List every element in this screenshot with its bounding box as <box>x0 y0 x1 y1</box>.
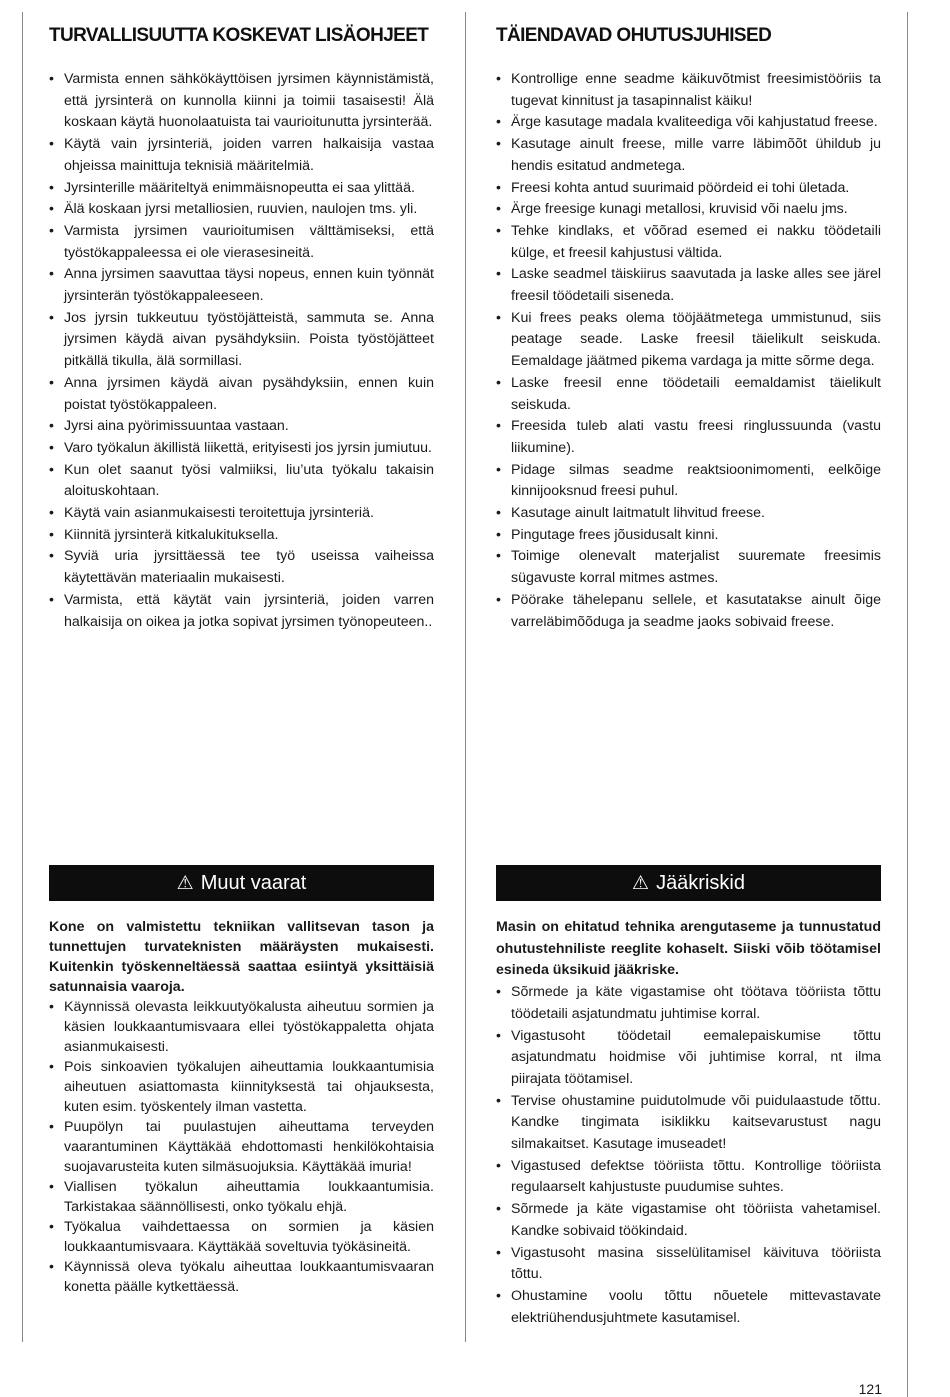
list-item: • Käynnissä olevasta leikkuutyökalusta aiheutuu sormien ja käsien loukkaantumisvaara ellei työstökappaletta ohjata asianmukaisesti. <box>49 997 434 1057</box>
left-risks-list <box>49 997 434 1297</box>
list-item: • Kasutage ainult freese, mille varre läbimõõt ühildub ju hendis esitatud andmetega. <box>496 134 881 177</box>
list-item: • Ärge kasutage madala kvaliteediga või kahjustatud freese. <box>496 112 881 134</box>
warning-triangle-icon: ⚠ <box>632 872 650 894</box>
list-item: • Varmista, että käytät vain jyrsinteriä, joiden varren halkaisija on oikea ja jotka sopivat jyrsimen työnopeuteen.. <box>49 590 434 633</box>
list-item: • Käytä vain jyrsinteriä, joiden varren halkaisija vastaa ohjeissa mainittuja teknisiä määritelmiä. <box>49 134 434 177</box>
list-item: • Työkalua vaihdettaessa on sormien ja käsien loukkaantumisvaara. Käyttäkää soveltuvia työkäsineitä. <box>49 1217 434 1257</box>
list-item: • Anna jyrsimen saavuttaa täysi nopeus, ennen kuin työnnät jyrsinterän työstökappaleeseen. <box>49 264 434 307</box>
list-item: • Varo työkalun äkillistä liikettä, erityisesti jos jyrsin jumiutuu. <box>49 438 434 460</box>
list-item: • Jyrsinterille määriteltyä enimmäisnopeutta ei saa ylittää. <box>49 178 434 200</box>
list-item: • Puupölyn tai puulastujen aiheuttama terveyden vaarantuminen Käyttäkää ehdottomasti henkilökohtaisia suojavarusteita kuten silmäsuojuksia. Käyttäkää imuria! <box>49 1117 434 1177</box>
list-item: • Kiinnitä jyrsinterä kitkalukituksella. <box>49 525 434 547</box>
list-item: • Pois sinkoavien työkalujen aiheuttamia loukkaantumisia aiheutuen asiattomasta kiinnityksestä tai ohjauksesta, kuten esim. työskentely ilman vastetta. <box>49 1057 434 1117</box>
right-heading: TÄIENDAVAD OHUTUSJUHISED <box>496 25 772 46</box>
center-divider-line <box>465 12 466 1342</box>
list-item: • Vigastused defektse tööriista tõttu. Kontrollige tööriista regulaarselt kahjustuste puudumise suhtes. <box>496 1156 881 1199</box>
left-risks-lead: Kone on valmistettu tekniikan vallitsevan tason ja tunnettujen turvateknisten määräysten mukaisesti. Kuitenkin työskenneltäessä saattaa esiintyä yksittäisiä satunnaisia vaaroja. <box>49 919 434 995</box>
list-item: • Vigastusoht töödetail eemalepaiskumise tõttu asjatundmatu hoidmise või juhtimise korral, nt ilma piirajata töötamisel. <box>496 1026 881 1091</box>
list-item: • Laske freesil enne töödetaili eemaldamist täielikult seiskuda. <box>496 373 881 416</box>
list-item: • Freesida tuleb alati vastu freesi ringlussuunda (vastu liikumine). <box>496 416 881 459</box>
banner-title: Jääkriskid <box>656 871 745 894</box>
list-item: • Kun olet saanut työsi valmiiksi, liu’uta työkalu takaisin aloituskohtaan. <box>49 460 434 503</box>
right-residual-risk-banner <box>496 865 881 901</box>
right-instructions-list <box>496 69 881 633</box>
right-risks-section <box>496 917 881 1329</box>
page-number: 121 <box>858 1381 882 1397</box>
list-item: • Syviä uria jyrsittäessä tee työ useissa vaiheissa käytettävän materiaalin mukaisesti. <box>49 546 434 589</box>
warning-triangle-icon: ⚠ <box>176 872 194 894</box>
left-instructions-list <box>49 69 434 633</box>
list-item: • Jyrsi aina pyörimissuuntaa vastaan. <box>49 416 434 438</box>
list-item: • Viallisen työkalun aiheuttamia loukkaantumisia. Tarkistakaa säännöllisesti, onko työkalu ehjä. <box>49 1177 434 1217</box>
list-item: • Pöörake tähelepanu sellele, et kasutatakse ainult õige varreläbimõõduga ja seadme jaoks sobivaid freese. <box>496 590 881 633</box>
left-heading: TURVALLISUUTTA KOSKEVAT LISÄOHJEET <box>49 25 429 46</box>
list-item: • Kasutage ainult laitmatult lihvitud freese. <box>496 503 881 525</box>
list-item: • Ärge freesige kunagi metallosi, kruvisid või naelu jms. <box>496 199 881 221</box>
list-item: • Tervise ohustamine puidutolmude või puidulaastude tõttu. Kandke tingimata isiklikku kaitsevarustust nagu silmakaitset. Kasutage imuseadet! <box>496 1091 881 1156</box>
left-safety-column <box>49 25 434 633</box>
list-item: • Tehke kindlaks, et võõrad esemed ei nakku töödetaili külge, et freesil kahjustusi vältida. <box>496 221 881 264</box>
right-margin-line <box>907 12 908 1397</box>
list-item: • Varmista jyrsimen vaurioitumisen välttämiseksi, että työstökappaleessa ei ole vierasesineitä. <box>49 221 434 264</box>
list-item: • Sõrmede ja käte vigastamise oht töötava tööriista tõttu töödetaili asjatundmatu juhtimise korral. <box>496 982 881 1025</box>
list-item: • Kontrollige enne seadme käikuvõtmist freesimistööriis ta tugevat kinnitust ja tasapinnalist käiku! <box>496 69 881 112</box>
list-item: • Käytä vain asianmukaisesti teroitettuja jyrsinteriä. <box>49 503 434 525</box>
list-item: • Kui frees peaks olema tööjäätmetega ummistunud, siis peatage seade. Laske freesil täielikult seiskuda. Eemaldage jäätmed pikema vardaga ja mitte sõrme dega. <box>496 308 881 373</box>
list-item: • Pidage silmas seadme reaktsioonimomenti, eelkõige kinnijooksnud freesi puhul. <box>496 460 881 503</box>
list-item: • Älä koskaan jyrsi metalliosien, ruuvien, naulojen tms. yli. <box>49 199 434 221</box>
list-item: • Laske seadmel täiskiirus saavutada ja laske alles see järel freesil töödetaili siseneda. <box>496 264 881 307</box>
list-item: • Anna jyrsimen käydä aivan pysähdyksiin, ennen kuin poistat työstökappaleen. <box>49 373 434 416</box>
list-item: • Freesi kohta antud suurimaid pöördeid ei tohi ületada. <box>496 178 881 200</box>
left-risks-section <box>49 917 434 1297</box>
right-safety-column <box>496 25 881 633</box>
right-risks-list <box>496 982 881 1329</box>
list-item: • Ohustamine voolu tõttu nõuetele mittevastavate elektriühendusjuhtmete kasutamisel. <box>496 1286 881 1329</box>
list-item: • Vigastusoht masina sisselülitamisel käivituva tööriista tõttu. <box>496 1243 881 1286</box>
list-item: • Varmista ennen sähkökäyttöisen jyrsimen käynnistämistä, että jyrsinterä on kunnolla kiinni ja toimii tasaisesti! Älä koskaan käytä huonolaatuista tai vaurioitunutta jyrsinterää. <box>49 69 434 134</box>
list-item: • Toimige olenevalt materjalist suuremate freesimis sügavuste korral mitmes astmes. <box>496 546 881 589</box>
list-item: • Jos jyrsin tukkeutuu työstöjätteistä, sammuta se. Anna jyrsimen käydä aivan pysähdyksiin. Poista työstöjätteet pitkällä tikulla, älä sormillasi. <box>49 308 434 373</box>
banner-title: Muut vaarat <box>200 871 307 894</box>
list-item: • Käynnissä oleva työkalu aiheuttaa loukkaantumisvaaran konetta päälle kytkettäessä. <box>49 1257 434 1297</box>
left-residual-risk-banner <box>49 865 434 901</box>
list-item: • Sõrmede ja käte vigastamise oht tööriista vahetamisel. Kandke sobivaid töökindaid. <box>496 1199 881 1242</box>
right-risks-lead: Masin on ehitatud tehnika arengutaseme ja tunnustatud ohutustehniliste reeglite kohaselt. Siiski võib töötamisel esineda üksikuid jääkriske. <box>496 919 881 979</box>
list-item: • Pingutage frees jõusidusalt kinni. <box>496 525 881 547</box>
left-margin-line <box>22 12 23 1342</box>
